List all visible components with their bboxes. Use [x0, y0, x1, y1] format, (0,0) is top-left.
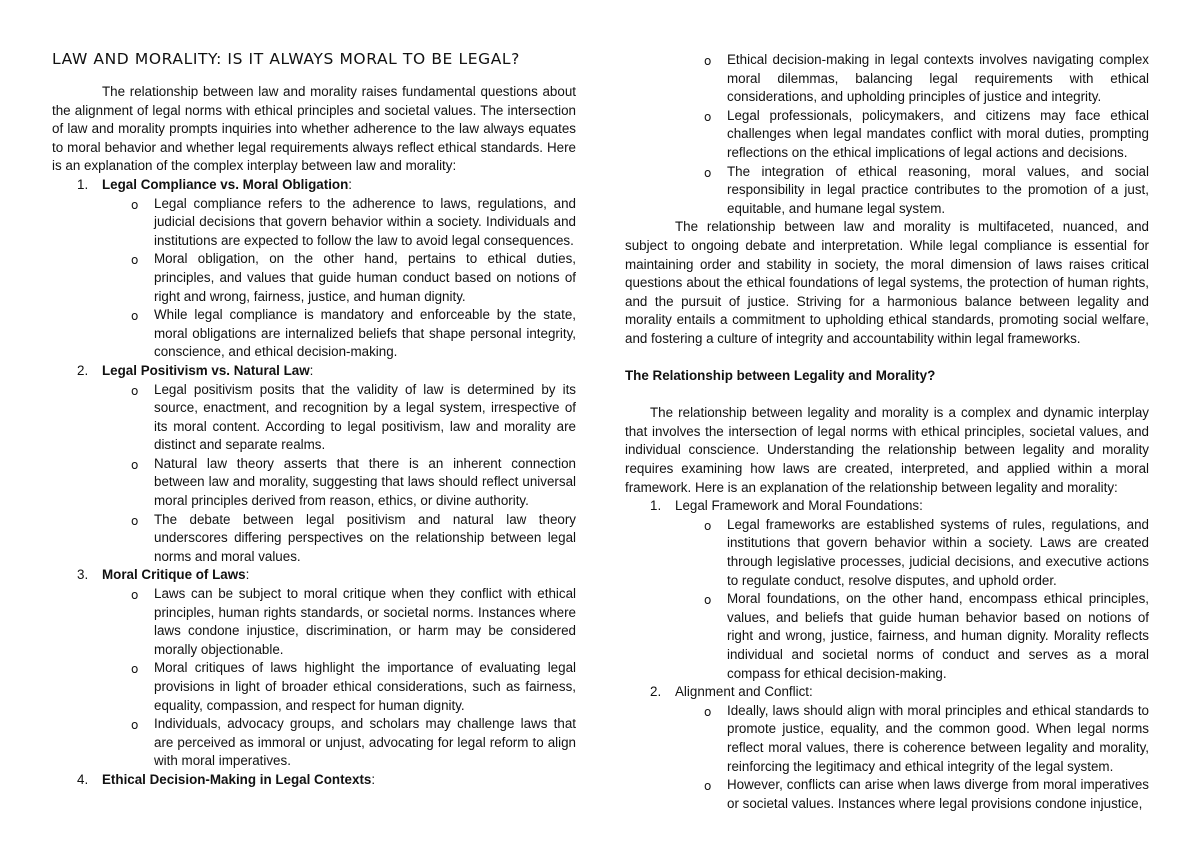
sub-list	[52, 381, 576, 567]
bullet-icon: o	[704, 165, 712, 180]
list-item: o Ethical decision-making in legal contexts involves navigating complex moral dilemmas, balancing legal requirements with ethical considerations, and upholding principles of justice and integrity.	[704, 52, 1149, 105]
list-item: o Moral obligation, on the other hand, pertains to ethical duties, principles, and values that guide human conduct based on notions of right and wrong, fairness, justice, and human dignity.	[131, 251, 576, 304]
list-item: o Legal positivism posits that the validity of law is determined by its source, enactment, and recognition by a legal system, irrespective of its moral content. According to legal positivism, law and morality are distinct and separate realms.	[131, 381, 576, 453]
item-number: 1.	[77, 176, 89, 192]
list-item: o The debate between legal positivism and natural law theory underscores differing perspectives on the relationship between legal norms and moral values.	[131, 511, 576, 564]
item-heading-suffix: :	[309, 362, 314, 378]
item-heading-suffix: :	[245, 567, 250, 583]
summary-paragraph: The relationship between law and morality is multifaceted, nuanced, and subject to ongoing debate and interpretation. While legal compliance is essential for maintaining order and stability in society, the moral dimension of laws raises critical questions about the ethical foundations of legal systems, the protection of human rights, and the pursuit of justice. Striving for a harmonious balance between legality and morality entails a commitment to upholding ethical standards, promoting social welfare, and fostering a culture of integrity and accountability within legal frameworks.	[625, 219, 1149, 346]
continued-sub-list	[625, 51, 1149, 218]
list-item: o Natural law theory asserts that there is an inherent connection between law and morality, suggesting that laws should reflect universal moral principles derived from reason, ethics, or divine authority.	[131, 455, 576, 509]
item-heading: Alignment and Conflict:	[675, 684, 813, 700]
list-item: o Moral critiques of laws highlight the importance of evaluating legal provisions in light of broader ethical considerations, such as fairness, equality, compassion, and respect for human dignity.	[131, 660, 576, 713]
list-item-1	[625, 497, 1149, 683]
list-item: o Legal frameworks are established systems of rules, regulations, and institutions that govern behavior within a society. Laws are created through legislative processes, judicial decisions, and executive actions to regulate conduct, resolve disputes, and uphold order.	[704, 516, 1149, 588]
list-item-2	[625, 683, 1149, 813]
item-number: 4.	[77, 771, 89, 787]
item-heading: Legal Framework and Moral Foundations:	[675, 498, 923, 514]
bullet-icon: o	[704, 779, 712, 794]
sub-list	[625, 516, 1149, 683]
right-column	[625, 51, 1149, 813]
item-heading-suffix: :	[371, 771, 376, 787]
list-item: o Legal compliance refers to the adherence to laws, regulations, and judicial decisions that govern behavior within a society. Individuals and institutions are expected to follow the law to avoid legal consequences.	[131, 195, 576, 248]
bullet-icon: o	[704, 593, 712, 608]
bullet-icon: o	[704, 109, 712, 124]
section-intro-paragraph: The relationship between legality and morality is a complex and dynamic interplay that involves the intersection of legal norms with ethical principles, societal values, and individual conscience. Understanding the relationship between legality and morality requires examining how laws are created, interpreted, and applied within a moral framework. Here is an explanation of the relationship between legality and morality:	[625, 405, 1149, 495]
list-item: o Moral foundations, on the other hand, encompass ethical principles, values, and beliefs that guide human behavior based on notions of right and wrong, justice, fairness, and human dignity. Morality reflects individual and societal norms of conduct and serves as a moral compass for ethical decision-making.	[704, 591, 1149, 681]
bullet-icon: o	[131, 662, 139, 677]
section-heading: The Relationship between Legality and Morality?	[625, 368, 936, 384]
list-item-3	[52, 566, 576, 771]
bullet-icon: o	[704, 518, 712, 533]
list-item-2	[52, 362, 576, 567]
page-title: LAW AND MORALITY: IS IT ALWAYS MORAL TO BE LEGAL?	[52, 50, 520, 68]
bullet-icon: o	[704, 54, 712, 68]
list-item: o Ideally, laws should align with moral principles and ethical standards to promote justice, equality, and the common good. When legal norms reflect moral values, there is coherence between legality and morality, reinforcing the legitimacy and ethical integrity of the legal system.	[704, 702, 1149, 774]
sub-list	[52, 195, 576, 362]
bullet-icon: o	[131, 383, 139, 398]
item-number: 2.	[77, 362, 89, 378]
right-numbered-list	[625, 497, 1149, 813]
list-item: o However, conflicts can arise when laws diverge from moral imperatives or societal values. Instances where legal provisions condone injustice,	[704, 777, 1149, 811]
list-item: o The integration of ethical reasoning, moral values, and social responsibility in legal practice contributes to the promotion of a just, equitable, and humane legal system.	[704, 163, 1149, 216]
list-item: o Legal professionals, policymakers, and citizens may face ethical challenges when legal mandates conflict with moral duties, prompting reflections on the ethical implications of legal actions and decisions.	[704, 107, 1149, 160]
sub-list	[625, 702, 1149, 814]
left-numbered-list	[52, 176, 576, 790]
bullet-icon: o	[131, 309, 139, 324]
item-heading: Ethical Decision-Making in Legal Contexts	[102, 771, 372, 787]
sub-list	[52, 585, 576, 771]
list-item: o Individuals, advocacy groups, and scholars may challenge laws that are perceived as immoral or unjust, advocating for legal reform to align with moral imperatives.	[131, 716, 576, 769]
list-item: o While legal compliance is mandatory and enforceable by the state, moral obligations are internalized beliefs that shape personal integrity, conscience, and ethical decision-making.	[131, 307, 576, 360]
item-number: 1.	[650, 498, 662, 514]
item-heading: Moral Critique of Laws	[102, 567, 246, 583]
bullet-icon: o	[704, 704, 712, 719]
item-heading: Legal Compliance vs. Moral Obligation	[102, 176, 349, 192]
intro-paragraph: The relationship between law and morality raises fundamental questions about the alignment of legal norms with ethical principles and societal values. The intersection of law and morality prompts inquiries into whether adherence to the law always equates to moral behavior and whether legal requirements always reflect ethical standards. Here is an explanation of the complex interplay between law and morality:	[52, 84, 576, 174]
list-item: o Laws can be subject to moral critique when they conflict with ethical principles, human rights standards, or societal norms. Instances where laws condone injustice, discrimination, or harm may be considered morally objectionable.	[131, 586, 576, 657]
list-item-4	[52, 771, 576, 790]
bullet-icon: o	[131, 588, 139, 603]
item-heading: Legal Positivism vs. Natural Law	[102, 362, 310, 378]
bullet-icon: o	[131, 197, 139, 212]
bullet-icon: o	[131, 513, 139, 528]
bullet-icon: o	[131, 718, 139, 733]
bullet-icon: o	[131, 253, 139, 268]
item-heading-suffix: :	[348, 176, 353, 192]
bullet-icon: o	[131, 457, 139, 472]
list-item-1	[52, 176, 576, 362]
item-number: 2.	[650, 684, 662, 700]
left-column	[52, 83, 576, 790]
item-number: 3.	[77, 567, 89, 583]
